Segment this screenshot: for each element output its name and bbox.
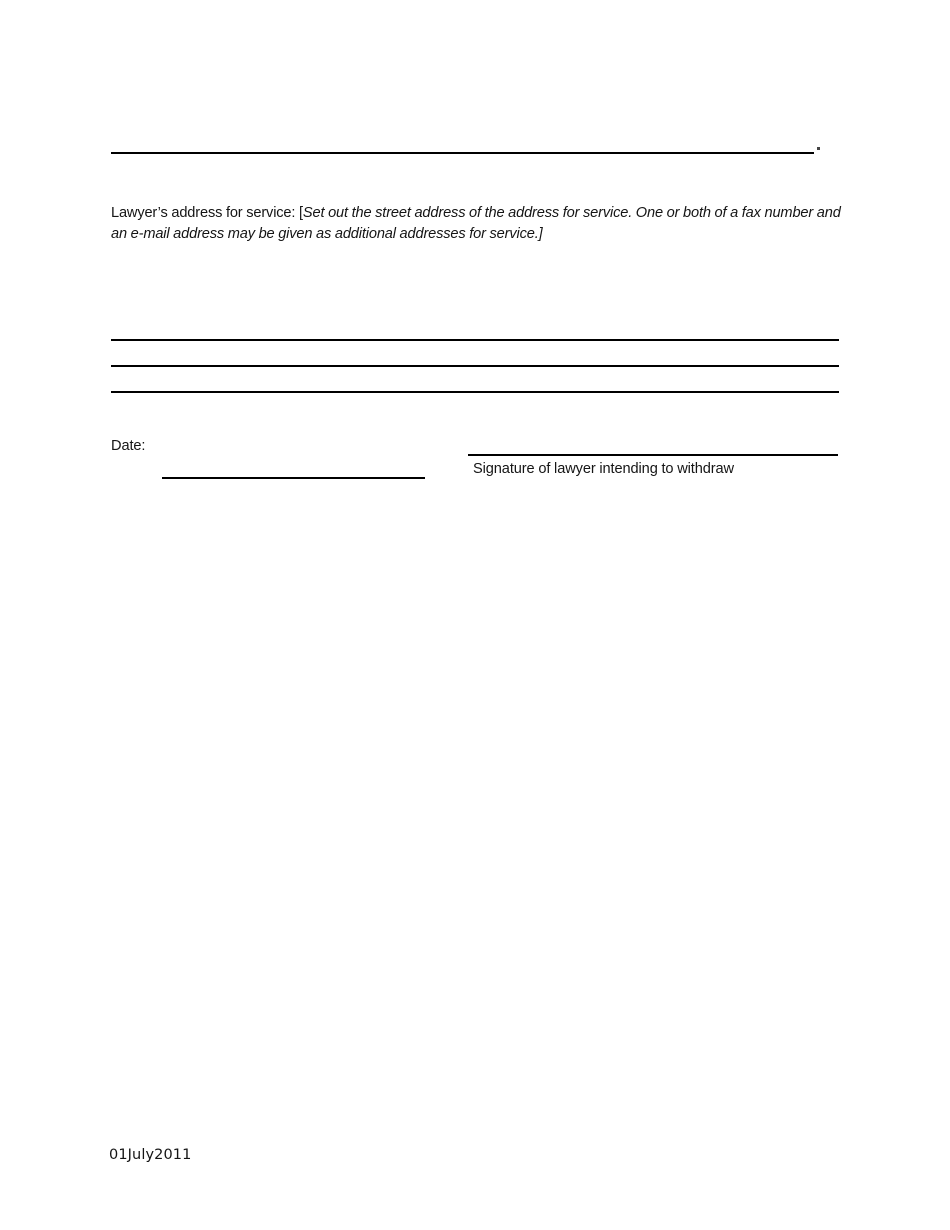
address-for-service-instruction xyxy=(111,203,841,245)
instruction-lead-label: Lawyer’s address for service: [ xyxy=(111,204,303,221)
date-input-rule[interactable] xyxy=(162,477,425,479)
footer-revision-date: 01July2011 xyxy=(109,1147,192,1163)
stray-period-mark xyxy=(817,147,820,150)
top-rule xyxy=(111,152,814,154)
address-line-rule-1[interactable] xyxy=(111,339,839,341)
signature-input-rule[interactable] xyxy=(468,454,838,456)
signature-caption: Signature of lawyer intending to withdraw xyxy=(473,461,734,477)
address-line-rule-3[interactable] xyxy=(111,391,839,393)
date-label: Date: xyxy=(111,438,146,454)
instruction-italic-note: Set out the street address of the address for service. One or both of a fax number and an e-mail address may be given as additional addresses for service.] xyxy=(111,204,841,242)
address-line-rule-2[interactable] xyxy=(111,365,839,367)
